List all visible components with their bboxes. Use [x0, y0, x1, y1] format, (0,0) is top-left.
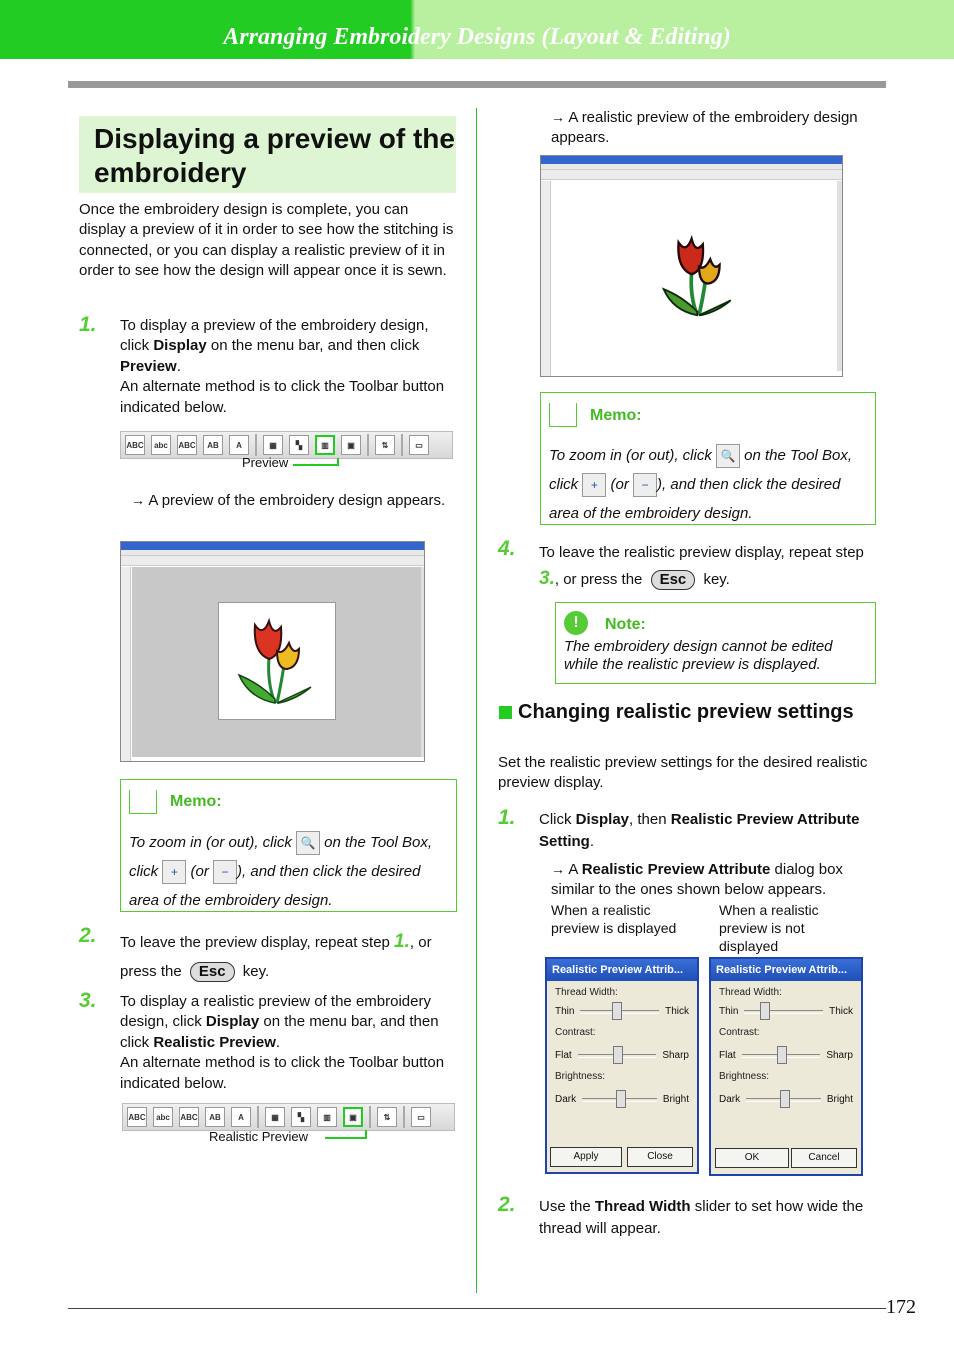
memo-2-text-b: on the Tool Box, click: [549, 447, 853, 493]
window-titlebar: [121, 542, 424, 550]
realistic-attr-dialog-not-displayed: [709, 957, 863, 1176]
thread-width-slider-row: [555, 1006, 689, 1017]
memo-book-icon: [549, 403, 577, 427]
display-menu-ref: Display: [205, 1013, 260, 1031]
toolbar-separator: [403, 1106, 405, 1128]
zoom-tool-icon[interactable]: 🔍: [296, 831, 320, 855]
esc-key: Esc: [651, 570, 696, 590]
contrast-slider-row: [719, 1050, 853, 1061]
display-menu-ref: Display: [575, 811, 630, 828]
realistic-preview-result-text: A realistic preview of the embroidery design appears.: [551, 109, 858, 147]
abc-curve-icon[interactable]: abc: [153, 1107, 173, 1127]
contrast-slider[interactable]: [742, 1054, 821, 1058]
sharp-label: Sharp: [826, 1050, 853, 1061]
brightness-label: Brightness:: [555, 1071, 606, 1082]
contrast-label: Contrast:: [719, 1027, 760, 1038]
zoom-out-icon[interactable]: −: [213, 860, 237, 884]
step-1-text-c: .: [176, 357, 181, 375]
tulip-realistic-icon: [645, 222, 755, 332]
zoom-out-icon[interactable]: −: [633, 473, 657, 497]
abc-curve-icon[interactable]: abc: [151, 435, 171, 455]
step-3-number: 3.: [79, 989, 97, 1012]
realistic-preview-result: [551, 107, 861, 149]
step-2-text-c: key.: [238, 963, 270, 980]
window-titlebar: [541, 156, 842, 164]
thread-width-ref: Thread Width: [594, 1198, 691, 1215]
caption-left: When a realistic preview is displayed: [551, 902, 677, 936]
close-button[interactable]: Close: [627, 1147, 693, 1167]
sub-step-1-text-c: .: [589, 833, 595, 850]
page-number: 172: [886, 1296, 916, 1318]
result-arrow-icon: →: [131, 492, 145, 508]
result-arrow-icon: →: [551, 109, 565, 125]
sub-step-1-text-b: , then: [629, 811, 671, 828]
step-3-text-d: An alternate method is to click the Toolbar button indicated below.: [120, 1054, 445, 1092]
top-rule: [68, 81, 886, 88]
sub-step-1-result: [551, 859, 879, 901]
abc-3d-icon[interactable]: AB: [205, 1107, 225, 1127]
section-title: Displaying a preview of the embroidery: [94, 123, 455, 188]
sub-step-2-number: 2.: [498, 1193, 516, 1216]
dialog-name-ref: Realistic Preview Attribute: [581, 861, 771, 878]
step-4-number: 4.: [498, 537, 516, 560]
display-menu-ref: Display: [153, 337, 207, 355]
intro-paragraph: Once the embroidery design is complete, you can display a preview of it in order to see how the stitching is connected, or you can display a realistic preview of it in order to see how the design will appear once it is sewn.: [79, 201, 454, 280]
abc-icon[interactable]: ABC: [127, 1107, 147, 1127]
memo-2-text-a: To zoom in (or out), click: [549, 447, 716, 464]
design-page: [218, 602, 336, 720]
slider-thumb[interactable]: [777, 1046, 787, 1064]
window-toolbar: [121, 556, 424, 566]
step-1-text-b: on the menu bar, and then click: [206, 337, 420, 355]
bottom-rule: [68, 1308, 886, 1309]
memo-1-text-b: on the Tool Box, click: [129, 834, 433, 880]
toolbar-separator: [257, 1106, 259, 1128]
vertical-scrollbar[interactable]: [421, 567, 425, 757]
ok-button[interactable]: OK: [715, 1148, 789, 1168]
block-123-icon[interactable]: ▚: [289, 435, 309, 455]
sub-step-1-result-a: A: [568, 861, 582, 878]
dark-label: Dark: [555, 1094, 577, 1105]
subsection-title: Changing realistic preview settings: [518, 701, 854, 723]
thread-width-slider[interactable]: [744, 1010, 823, 1014]
step-3-text-b: on the menu bar, and then click: [120, 1013, 439, 1051]
sub-step-2-text-a: Use the: [539, 1198, 595, 1215]
memo-box-2: [540, 392, 876, 525]
realistic-preview-menu-ref: Realistic Preview: [153, 1033, 276, 1051]
dark-label: Dark: [719, 1094, 741, 1105]
properties-icon[interactable]: ⇅: [377, 1107, 397, 1127]
abc-vertical-icon[interactable]: ABC: [177, 435, 197, 455]
thread-width-label: Thread Width:: [555, 987, 618, 998]
dialog-titlebar: Realistic Preview Attrib...: [711, 959, 861, 981]
step-4-text-b: , or press the: [554, 571, 647, 588]
abc-arc-icon[interactable]: A: [229, 435, 249, 455]
step-4-step-ref: 3.: [539, 568, 555, 589]
realistic-preview-icon[interactable]: ▣: [341, 435, 361, 455]
thread-width-slider[interactable]: [580, 1010, 659, 1014]
memo-2-text-d: ), and then click the desired area of the embroidery design.: [549, 476, 841, 522]
memo-2-text-c: (or: [606, 476, 634, 493]
contrast-slider-row: [555, 1050, 689, 1061]
bright-label: Bright: [826, 1094, 853, 1105]
brightness-slider[interactable]: [582, 1098, 657, 1102]
header-title: Arranging Embroidery Designs (Layout & Editing): [223, 24, 731, 50]
step-2-step-ref: 1.: [394, 931, 410, 952]
step-3-text: [120, 992, 455, 1094]
attribute-setting-menu-ref: Realistic Preview Attribute Setting: [539, 811, 860, 850]
dialog-titlebar: Realistic Preview Attrib...: [547, 959, 697, 981]
caption-right: When a realistic preview is not displayed: [719, 902, 819, 954]
step-1-text-d: An alternate method is to click the Toolbar button indicated below.: [120, 378, 445, 416]
step-1-text-a: To display a preview of the embroidery design, click: [120, 317, 429, 355]
vertical-scrollbar[interactable]: [837, 181, 843, 371]
contrast-slider[interactable]: [578, 1054, 657, 1058]
zoom-in-icon[interactable]: +: [162, 860, 186, 884]
tulip-design-icon: [219, 603, 337, 721]
subsection-intro: Set the realistic preview settings for the desired realistic preview display.: [498, 754, 868, 792]
realistic-preview-screenshot: [540, 155, 843, 377]
toolbar-separator: [367, 434, 369, 456]
step-4-text-a: To leave the realistic preview display, repeat step: [539, 544, 864, 561]
cancel-button[interactable]: Cancel: [791, 1148, 857, 1168]
step-1-result: [131, 490, 451, 511]
thick-label: Thick: [829, 1006, 853, 1017]
preview-callout-label: Preview: [242, 455, 289, 470]
slider-thumb[interactable]: [612, 1002, 622, 1020]
preview-callout-line: [293, 458, 339, 466]
bright-label: Bright: [662, 1094, 689, 1105]
memo-1-text-d: ), and then click the desired area of the embroidery design.: [129, 863, 421, 909]
realistic-preview-icon[interactable]: ▣: [343, 1107, 363, 1127]
layout-icon[interactable]: ▭: [409, 435, 429, 455]
note-alert-icon: !: [564, 611, 588, 635]
step-2-text-a: To leave the preview display, repeat step: [120, 934, 395, 951]
toolbar-separator: [369, 1106, 371, 1128]
abc-icon[interactable]: ABC: [125, 435, 145, 455]
sharp-label: Sharp: [662, 1050, 689, 1061]
contrast-label: Contrast:: [555, 1027, 596, 1038]
memo-book-icon: [129, 790, 157, 814]
thread-width-label: Thread Width:: [719, 987, 782, 998]
esc-key: Esc: [190, 962, 235, 982]
step-1-result-text: A preview of the embroidery design appears.: [148, 492, 446, 509]
memo-1-text: [129, 828, 449, 915]
thread-width-slider-row: [719, 1006, 853, 1017]
sub-step-2-text-b: slider to set how wide the thread will appear.: [539, 1198, 864, 1237]
note-box: [555, 602, 876, 684]
zoom-in-icon[interactable]: +: [582, 473, 606, 497]
brightness-slider-row: [719, 1094, 853, 1105]
memo-1-title: Memo:: [170, 793, 222, 810]
toolbar-separator: [401, 434, 403, 456]
step-3-text-c: .: [275, 1033, 281, 1051]
abc-arc-icon[interactable]: A: [231, 1107, 251, 1127]
abc-3d-icon[interactable]: AB: [203, 435, 223, 455]
subsection-bullet-icon: [499, 706, 512, 719]
memo-2-text: [549, 441, 869, 528]
apply-button[interactable]: Apply: [550, 1147, 622, 1167]
preview-screenshot: [120, 541, 425, 762]
toolbar-realistic-preview: [122, 1103, 455, 1131]
window-toolbox: [121, 567, 131, 762]
note-title: Note:: [605, 616, 646, 633]
brightness-slider-row: [555, 1094, 689, 1105]
step-4-text: [539, 540, 879, 593]
step-1-text: [120, 316, 450, 418]
stitch-icon[interactable]: ▦: [265, 1107, 285, 1127]
window-toolbar: [541, 170, 842, 180]
sub-step-2-text: [539, 1196, 879, 1240]
thin-label: Thin: [719, 1006, 739, 1017]
preview-icon[interactable]: ▥: [315, 435, 335, 455]
column-divider: [476, 108, 477, 1293]
section-title-box: [79, 116, 456, 193]
step-4-text-c: key.: [699, 571, 730, 588]
block-123-icon[interactable]: ▚: [291, 1107, 311, 1127]
slider-thumb[interactable]: [780, 1090, 790, 1108]
memo-2-title: Memo:: [590, 407, 642, 424]
layout-icon[interactable]: ▭: [411, 1107, 431, 1127]
toolbar-separator: [255, 434, 257, 456]
flat-label: Flat: [719, 1050, 736, 1061]
memo-box-1: [120, 779, 457, 912]
brightness-label: Brightness:: [719, 1071, 770, 1082]
slider-thumb[interactable]: [616, 1090, 626, 1108]
stitch-icon[interactable]: ▦: [263, 435, 283, 455]
step-2-text: [120, 927, 460, 986]
thick-label: Thick: [665, 1006, 689, 1017]
preview-menu-ref: Preview: [120, 357, 177, 375]
memo-1-text-c: (or: [186, 863, 214, 880]
thin-label: Thin: [555, 1006, 575, 1017]
step-2-number: 2.: [79, 924, 97, 947]
sub-step-1-number: 1.: [498, 806, 516, 829]
note-text: The embroidery design cannot be edited while the realistic preview is displayed.: [564, 638, 833, 673]
realistic-attr-dialog-displayed: [545, 957, 699, 1174]
slider-thumb[interactable]: [613, 1046, 623, 1064]
sub-step-1-text-a: Click: [539, 811, 576, 828]
preview-icon[interactable]: ▥: [317, 1107, 337, 1127]
slider-thumb[interactable]: [760, 1002, 770, 1020]
realistic-preview-callout-line: [325, 1130, 367, 1139]
step-1-number: 1.: [79, 313, 97, 336]
flat-label: Flat: [555, 1050, 572, 1061]
realistic-preview-callout-label: Realistic Preview: [209, 1129, 308, 1144]
step-2-text-b: , or press the: [120, 934, 432, 980]
memo-1-text-a: To zoom in (or out), click: [129, 834, 296, 851]
step-3-text-a: To display a realistic preview of the embroidery design, click: [120, 993, 431, 1031]
zoom-tool-icon[interactable]: 🔍: [716, 444, 740, 468]
sub-step-1-text: [539, 809, 879, 853]
brightness-slider[interactable]: [746, 1098, 821, 1102]
result-arrow-icon: →: [551, 861, 565, 877]
window-toolbox: [541, 181, 551, 377]
properties-icon[interactable]: ⇅: [375, 435, 395, 455]
sub-step-1-result-b: dialog box similar to the ones shown below appears.: [551, 861, 843, 899]
abc-vertical-icon[interactable]: ABC: [179, 1107, 199, 1127]
